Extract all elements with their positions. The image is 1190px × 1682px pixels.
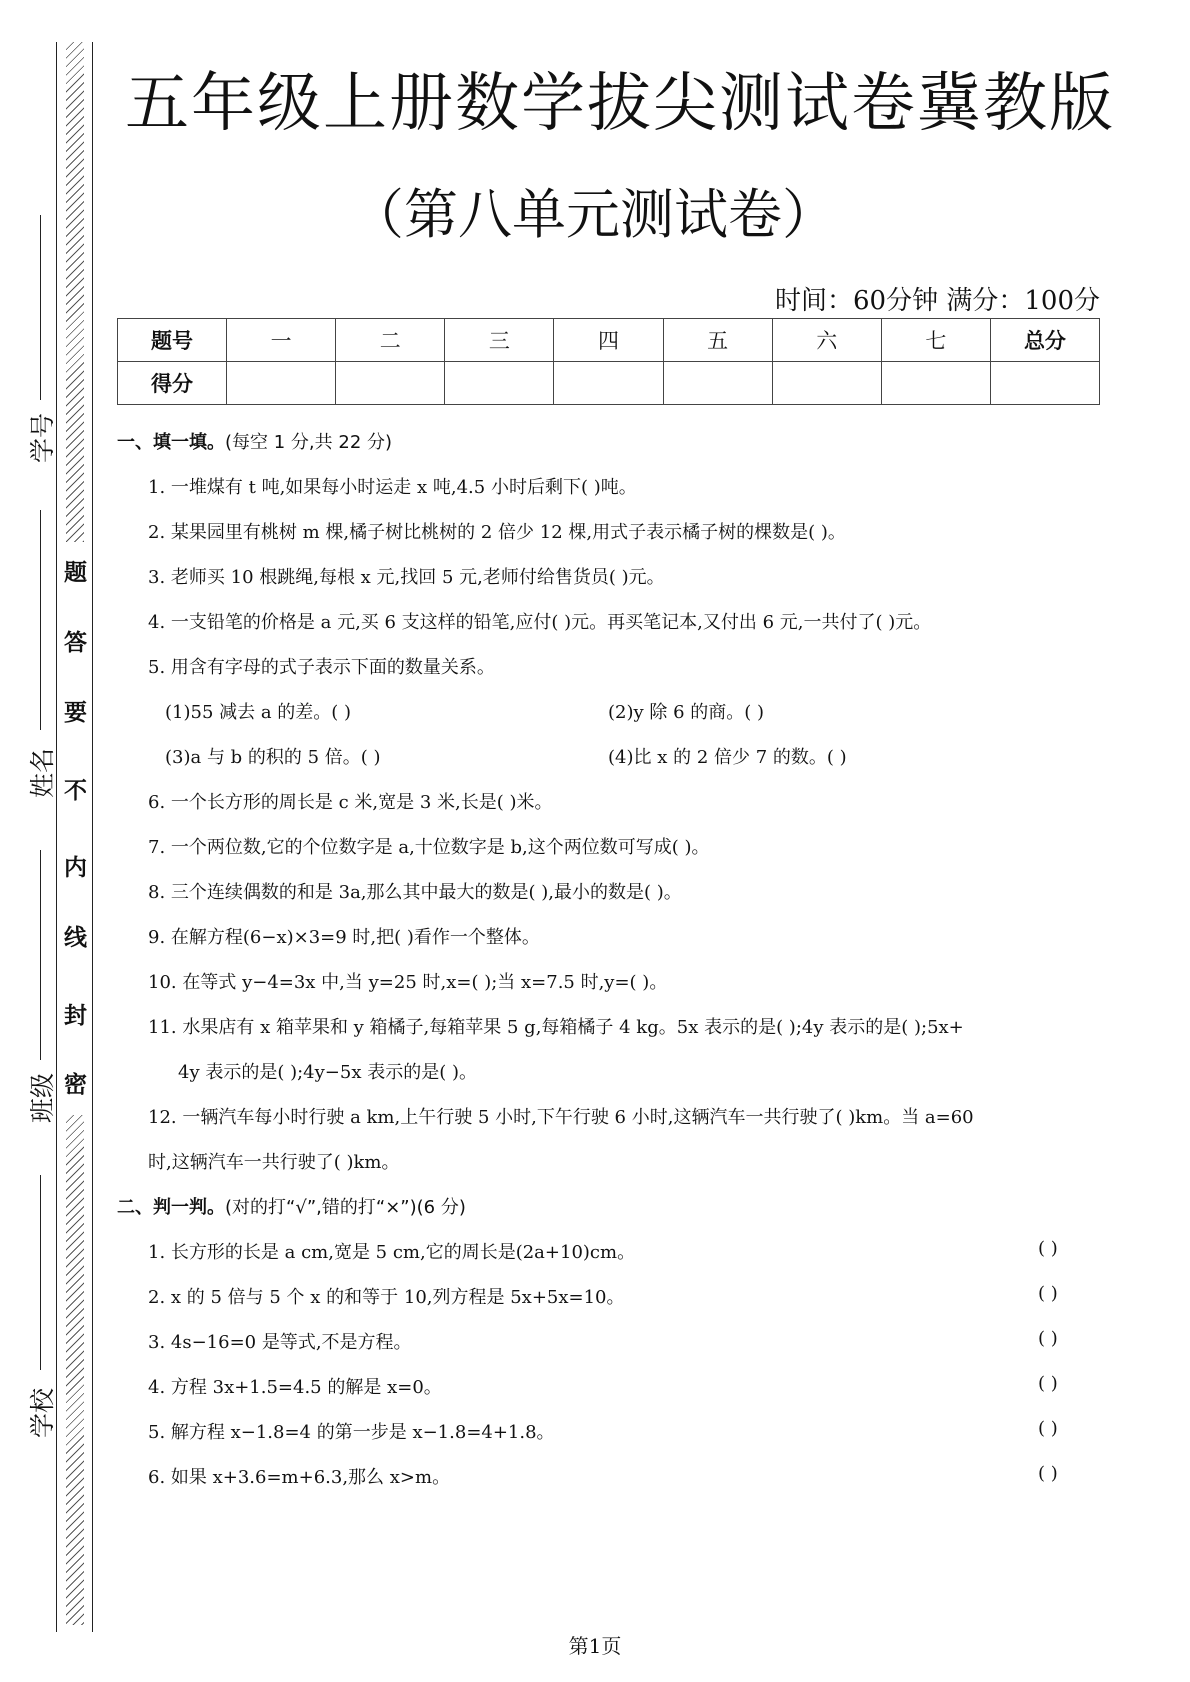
score-entry-cell[interactable]: [227, 362, 336, 405]
question: 2. 某果园里有桃树 m 棵,橘子树比桃树的 2 倍少 12 棵,用式子表示橘子树的棵数是( )。: [148, 522, 846, 543]
score-entry-cell[interactable]: [663, 362, 772, 405]
seal-char: 不: [60, 778, 86, 801]
school-field-line: [40, 1175, 41, 1370]
question: 7. 一个两位数,它的个位数字是 a,十位数字是 b,这个两位数可写成( )。: [148, 837, 710, 858]
judge-question: 3. 4s−16=0 是等式,不是方程。: [148, 1332, 412, 1353]
seal-char: 密: [60, 1072, 86, 1095]
question: 10. 在等式 y−4=3x 中,当 y=25 时,x=( );当 x=7.5 时,y=( )。: [148, 972, 668, 993]
student-id-field-line: [40, 215, 41, 400]
seal-char: 内: [60, 855, 86, 878]
question: 1. 一堆煤有 t 吨,如果每小时运走 x 吨,4.5 小时后剩下( )吨。: [148, 477, 637, 498]
score-table-cell: 总分: [990, 319, 1099, 362]
score-entry-cell[interactable]: [336, 362, 445, 405]
score-table-score-row: [118, 362, 1100, 405]
score-entry-cell[interactable]: [990, 362, 1099, 405]
score-table-cell: 得分: [118, 362, 227, 405]
score-table-cell: 七: [881, 319, 990, 362]
judge-question: 2. x 的 5 倍与 5 个 x 的和等于 10,列方程是 5x+5x=10。: [148, 1287, 625, 1308]
question: 3. 老师买 10 根跳绳,每根 x 元,找回 5 元,老师付给售货员( )元。: [148, 567, 665, 588]
question: 9. 在解方程(6−x)×3=9 时,把( )看作一个整体。: [148, 927, 540, 948]
score-entry-cell[interactable]: [881, 362, 990, 405]
question-continued: 4y 表示的是( );4y−5x 表示的是( )。: [178, 1062, 477, 1083]
sub-question: (4)比 x 的 2 倍少 7 的数。( ): [608, 747, 847, 768]
seal-char: 题: [60, 560, 86, 583]
time-and-score-info: 时间：60分钟 满分：100分: [775, 286, 1100, 316]
section-2-title-text: 二、判一判。: [117, 1197, 225, 1218]
score-table-cell: 四: [554, 319, 663, 362]
seal-char: 线: [60, 925, 86, 948]
section-1-note: (每空 1 分,共 22 分): [225, 432, 393, 453]
score-table-cell: 题号: [118, 319, 227, 362]
section-1-title-text: 一、填一填。: [117, 432, 225, 453]
score-table-cell: 五: [663, 319, 772, 362]
class-label: 班级: [28, 1072, 58, 1124]
sub-question: (2)y 除 6 的商。( ): [608, 702, 765, 723]
question: 8. 三个连续偶数的和是 3a,那么其中最大的数是( ),最小的数是( )。: [148, 882, 682, 903]
seal-char: 要: [60, 700, 86, 723]
question: 4. 一支铅笔的价格是 a 元,买 6 支这样的铅笔,应付( )元。再买笔记本,又付出 6 元,一共付了( )元。: [148, 612, 932, 633]
judge-question: 6. 如果 x+3.6=m+6.3,那么 x>m。: [148, 1467, 451, 1488]
score-entry-cell[interactable]: [554, 362, 663, 405]
score-table-cell: 二: [336, 319, 445, 362]
score-table-header-row: [118, 319, 1100, 362]
page-subtitle: （第八单元测试卷）: [350, 183, 836, 246]
question: 5. 用含有字母的式子表示下面的数量关系。: [148, 657, 495, 678]
judge-question: 5. 解方程 x−1.8=4 的第一步是 x−1.8=4+1.8。: [148, 1422, 555, 1443]
sub-question: (1)55 减去 a 的差。( ): [165, 702, 352, 723]
binding-margin-right-line: [92, 42, 93, 1632]
margin-hatch-bottom: [66, 1115, 84, 1625]
section-1-title: [117, 428, 392, 454]
section-2-note: (对的打“√”,错的打“×”)(6 分): [225, 1197, 466, 1218]
answer-bracket[interactable]: ( ): [1038, 1238, 1058, 1259]
score-table-cell: 三: [445, 319, 554, 362]
score-entry-cell[interactable]: [445, 362, 554, 405]
page-title: 五年级上册数学拔尖测试卷冀教版: [125, 67, 1115, 141]
score-entry-cell[interactable]: [772, 362, 881, 405]
score-table-cell: 六: [772, 319, 881, 362]
judge-question: 4. 方程 3x+1.5=4.5 的解是 x=0。: [148, 1377, 442, 1398]
answer-bracket[interactable]: ( ): [1038, 1373, 1058, 1394]
page-number: 第1页: [568, 1634, 622, 1658]
sub-question: (3)a 与 b 的积的 5 倍。( ): [165, 747, 381, 768]
judge-question: 1. 长方形的长是 a cm,宽是 5 cm,它的周长是(2a+10)cm。: [148, 1242, 636, 1263]
class-field-line: [40, 850, 41, 1060]
answer-bracket[interactable]: ( ): [1038, 1418, 1058, 1439]
score-table-cell: 一: [227, 319, 336, 362]
name-field-line: [40, 510, 41, 730]
student-id-label: 学号: [28, 412, 58, 464]
score-table: [117, 318, 1100, 405]
question: 6. 一个长方形的周长是 c 米,宽是 3 米,长是( )米。: [148, 792, 553, 813]
seal-char: 封: [60, 1003, 86, 1026]
school-label: 学校: [28, 1387, 58, 1439]
section-2-title: [117, 1193, 466, 1219]
question: 11. 水果店有 x 箱苹果和 y 箱橘子,每箱苹果 5 g,每箱橘子 4 kg。5x 表示的是( );4y 表示的是( );5x+: [148, 1017, 964, 1038]
answer-bracket[interactable]: ( ): [1038, 1283, 1058, 1304]
question: 12. 一辆汽车每小时行驶 a km,上午行驶 5 小时,下午行驶 6 小时,这辆汽车一共行驶了( )km。当 a=60: [148, 1107, 974, 1128]
margin-hatch-top: [66, 42, 84, 542]
answer-bracket[interactable]: ( ): [1038, 1463, 1058, 1484]
question-continued: 时,这辆汽车一共行驶了( )km。: [148, 1152, 400, 1173]
answer-bracket[interactable]: ( ): [1038, 1328, 1058, 1349]
name-label: 姓名: [28, 747, 58, 799]
seal-char: 答: [60, 630, 86, 653]
